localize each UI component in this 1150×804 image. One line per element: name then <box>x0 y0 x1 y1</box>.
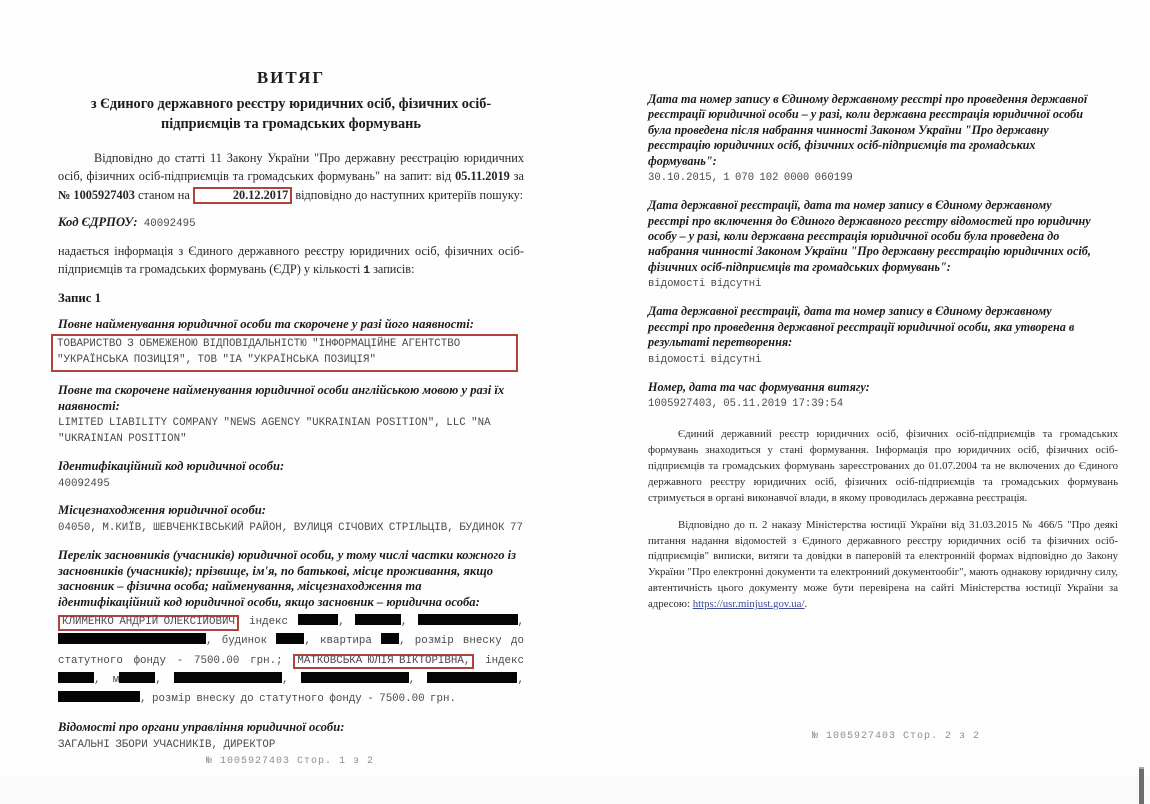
redaction-bar <box>276 633 304 644</box>
bottom-band <box>0 776 1150 804</box>
authenticity-text-end: . <box>804 598 808 611</box>
founders-value <box>58 613 524 709</box>
highlight-box-founder-2 <box>293 654 474 670</box>
founders-text: індекс <box>238 616 299 629</box>
location-label: Місцезнаходження юридичної особи: <box>58 503 266 518</box>
field-value: 1005927403, 05.11.2019 17:39:54 <box>648 398 844 411</box>
founders-text: , <box>408 673 428 686</box>
founders-text: , <box>517 673 524 686</box>
full-name-label: Повне найменування юридичної особи та скорочене у разі його наявності: <box>58 316 474 331</box>
founders-text: , <box>155 673 174 686</box>
record-count: 1 <box>363 265 370 278</box>
authenticity-note <box>648 518 1118 614</box>
edrpou-label: Код ЄДРПОУ: <box>58 215 138 230</box>
redaction-bar <box>58 633 206 644</box>
id-code-label: Ідентифікаційний код юридичної особи: <box>58 458 285 473</box>
name-en-value: LIMITED LIABILITY COMPANY "NEWS AGENCY "UKRAINIAN POSITION", LLC "NA "UKRAINIAN POSITION" <box>58 417 491 446</box>
founders-text: , <box>338 616 355 629</box>
edrpou-value: 40092495 <box>143 218 196 231</box>
company-name-text: ТОВАРИСТВО З ОБМЕЖЕНОЮ ВІДПОВІДАЛЬНІСТЮ "ІНФОРМАЦІЙНЕ АГЕНТСТВО "УКРАЇНСЬКА ПОЗИЦІЯ", ТОВ "ІА "УКРАЇНСЬКА ПОЗИЦІЯ" <box>57 338 461 367</box>
redaction-bar <box>381 633 399 644</box>
intro-paragraph <box>58 149 524 204</box>
edrpou-line <box>58 213 524 232</box>
redaction-bar <box>427 672 517 683</box>
redaction-bar <box>119 672 155 683</box>
founders-label: Перелік засновників (учасників) юридичної особи, у тому числі частки кожного із засновників (учасників); прізвище, ім'я, по батькові, місце проживання, якщо засновник – фізична особа; найменування, місцезнаходження та ідентифікаційний код юридичної особи, якщо засновник – юридична особа: <box>58 547 517 610</box>
highlight-box-date <box>193 187 292 205</box>
founders-text: , розмір внеску до статутного фонду - 7500.00 грн. <box>140 692 456 705</box>
provide-text-pre: надається інформація з Єдиного державного реєстру юридичних осіб, фізичних осіб-підприємців та громадських формувань (ЄДР) у кількості <box>58 243 524 277</box>
full-name-value <box>58 334 524 371</box>
management-label: Відомості про органи управління юридичної особи: <box>58 720 345 735</box>
scrollbar-thumb[interactable] <box>1139 767 1144 804</box>
field-value: відомості відсутні <box>648 278 762 291</box>
document-subtitle: з Єдиного державного реєстру юридичних осіб, фізичних осіб-підприємців та громадських формувань <box>90 96 492 133</box>
id-code-value: 40092495 <box>58 477 110 490</box>
field-label: Дата державної реєстрації, дата та номер запису в Єдиному державному реєстрі про проведення державної реєстрації юридичної особи, яка утворена в результаті перетворення: <box>648 304 1075 350</box>
redaction-bar <box>174 672 282 683</box>
field-label: Дата державної реєстрації, дата та номер запису в Єдиному державному реєстрі про включення до Єдиного державного реєстру відомостей про юридичну особу – у разі, коли державна реєстрація юридичної особи була проведена до набрання чинності Законом України "Про державну реєстрацію юридичних осіб, фізичних осіб-підприємців та громадських формувань": <box>648 198 1091 274</box>
founders-text: , розмір внеску до статутного фонду - 7500.00 грн.; <box>58 635 524 667</box>
registry-link[interactable]: https://usr.minjust.gov.ua/ <box>692 598 805 611</box>
field-label: Номер, дата та час формування витягу: <box>648 379 870 394</box>
request-number: № 1005927403 <box>58 187 135 202</box>
redaction-bar <box>355 614 401 625</box>
redaction-bar <box>301 672 409 683</box>
request-date: 05.11.2019 <box>455 169 510 184</box>
management-value: ЗАГАЛЬНІ ЗБОРИ УЧАСНИКІВ, ДИРЕКТОР <box>58 739 276 751</box>
page-2 <box>648 92 1118 613</box>
provide-paragraph <box>58 242 524 280</box>
provide-text-post: записів: <box>370 262 415 277</box>
highlight-box-company-name <box>51 334 518 371</box>
field-label: Дата та номер запису в Єдиному державному реєстрі про проведення державної реєстрації юридичної особи – у разі, коли державна реєстрація юридичної особи була проведена після набрання чинності Законом України "Про державну реєстрацію юридичних осіб, фізичних осіб-підприємців та громадських формувань": <box>648 92 1088 168</box>
name-en-label: Повне та скорочене найменування юридичної особи англійською мовою у разі їх наявності: <box>58 382 505 413</box>
redaction-bar <box>58 691 140 702</box>
as-of-date: 20.12.2017 <box>232 187 289 202</box>
page-1 <box>58 68 524 754</box>
founders-text: , <box>400 616 418 629</box>
authenticity-text: Відповідно до п. 2 наказу Міністерства юстиції України від 31.03.2015 № 466/5 "Про деякі питання надання відомостей з Єдиного державного реєстру юридичних осіб та фізичних осіб-підприємців" виписки, витяги та довідки в паперовій та електронній формах відповідно до Закону України "Про електронні документи та електронний документообіг", мають однакову юридичну силу, автентичність цього документу може бути перевірена на сайті Міністерства юстиції України за адресою: <box>648 518 1118 611</box>
intro-text-post: відповідно до наступних критеріїв пошуку: <box>292 187 524 202</box>
founders-text: , <box>281 673 301 686</box>
intro-text-mid1: за <box>509 169 524 184</box>
redaction-bar <box>58 672 94 683</box>
founders-text: , квартира <box>304 635 382 648</box>
founders-text: , будинок <box>206 635 277 648</box>
document-title: ВИТЯГ <box>256 68 326 87</box>
founders-text: , <box>517 616 524 629</box>
intro-text-pre: Відповідно до статті 11 Закону України "Про державну реєстрацію юридичних осіб, фізичних осіб-підприємців та громадських формувань" на запит: від <box>58 151 524 184</box>
location-value: 04050, М.КИЇВ, ШЕВЧЕНКІВСЬКИЙ РАЙОН, ВУЛИЦЯ СІЧОВИХ СТРІЛЬЦІВ, БУДИНОК 77 <box>58 522 523 535</box>
redaction-bar <box>298 614 338 625</box>
registry-state-note: Єдиний державний реєстр юридичних осіб, фізичних осіб-підприємців та громадських формувань знаходиться у стані формування. Інформація про юридичних осіб, фізичних осіб-підприємців та громадських формувань зареєстрованих до 01.07.2004 та не включених до Єдиного державного реєстру юридичних осіб, фізичних осіб-підприємців та громадських формувань стримується в органі виконавчої влади, в якому проводилась державна реєстрація. <box>648 427 1118 504</box>
founder-2-name: МАТКОВСЬКА ЮЛІЯ ВІКТОРІВНА, <box>297 654 471 667</box>
highlight-box-founder-1 <box>58 615 239 631</box>
page-number-2: № 1005927403 Стор. 2 з 2 <box>812 731 981 742</box>
field-value: відомості відсутні <box>648 353 762 366</box>
page-number-1: № 1005927403 Стор. 1 з 2 <box>206 756 375 767</box>
field-value: 30.10.2015, 1 070 102 0000 060199 <box>648 171 853 184</box>
record-label: Запис 1 <box>58 290 102 305</box>
founders-text: , м <box>94 673 120 686</box>
founder-1-name: КЛИМЕНКО АНДРІЙ ОЛЕКСІЙОВИЧ <box>62 616 235 629</box>
intro-text-mid2: станом на <box>134 187 193 202</box>
redaction-bar <box>418 614 518 625</box>
founders-text: індекс <box>474 654 524 667</box>
